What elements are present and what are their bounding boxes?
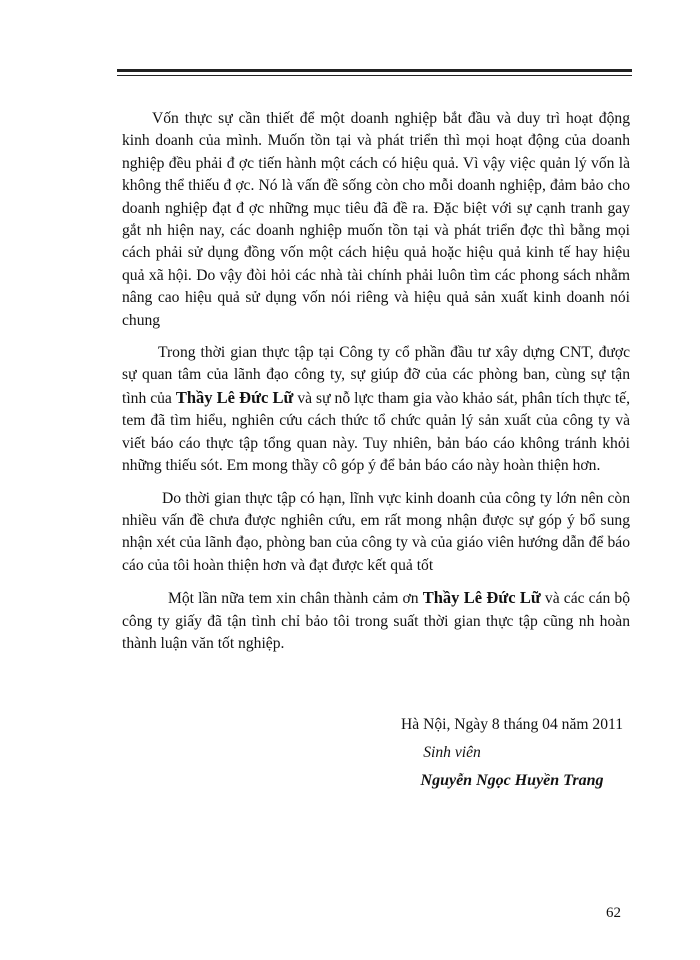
teacher-name: Thầy Lê Đức Lữ [422, 588, 541, 608]
paragraph-text: Một lần nữa tem xin chân thành cảm ơn [168, 590, 423, 608]
paragraph-text: Vốn thực sự cần thiết để một doanh nghiệp bắt đầu và duy trì hoạt động kinh doanh của mình. Muốn tồn tại và phát triển thì mọi hoạt động của doanh nghiệp đều phải đ ợc tiến hành một cách có hiệu quả. Vì vậy việc quản lý vốn là không thể thiếu đ ợc. Nó là vấn đề sống còn cho mỗi doanh nghiệp, đảm bảo cho doanh nghiệp đạt đ ợc những mục tiêu đã đề ra. Đặc biệt với sự cạnh tranh gay gắt nh hiện nay, các doanh nghiệp muốn tồn tại và phát triển đợc thì bằng mọi cách phải sử dụng đồng vốn một cách hiệu quả hoặc hiệu quả kinh tế hay hiệu quả xã hội. Do vậy đòi hỏi các nhà tài chính phải luôn tìm các phong sách nhằm nâng cao hiệu quả sử dụng vốn nói riêng và hiệu quả sản xuất kinh doanh nói chung [122, 110, 630, 329]
paragraph-1 [122, 108, 630, 332]
signature-date: Hà Nội, Ngày 8 tháng 04 năm 2011 [400, 716, 624, 733]
signature-name: Nguyễn Ngọc Huyền Trang [420, 772, 604, 789]
page-number: 62 [606, 905, 621, 921]
paragraph-2 [122, 342, 630, 477]
paragraph-text: Trong thời gian thực tập tại Công ty cổ phần đầu tư xây dựng CNT, được sự quan tâm của lãnh đạo công ty, sự giúp đỡ của các phòng ban, cùng sự tận tình của [122, 344, 630, 407]
document-body [122, 108, 630, 665]
paragraph-text: và sự nỗ lực tham gia vào khảo sát, phân tích thực tế, tem đã tìm hiểu, nghiên cứu cách thức tổ chức quản lý sản xuất của công ty và viết báo cáo thực tập tổng quan này. Tuy nhiên, bản báo cáo không tránh khỏi những thiếu sót. Em mong thầy cô góp ý để bản báo cáo này hoàn thiện hơn. [122, 389, 630, 475]
paragraph-text: và các cán bộ công ty giấy đã tận tình chỉ bảo tôi trong suất thời gian thực tập cũng nh hoàn thành luận văn tốt nghiệp. [122, 590, 631, 652]
header-rule-thin [117, 75, 632, 76]
signature-role: Sinh viên [423, 744, 481, 761]
paragraph-3 [122, 488, 630, 578]
paragraph-text: Do thời gian thực tập có hạn, lĩnh vực kinh doanh của công ty lớn nên còn nhiều vấn đề chưa được nghiên cứu, em rất mong nhận được sự góp ý bổ sung nhận xét của lãnh đạo, phòng ban của công ty và của giáo viên hướng dẫn để báo cáo của tôi hoàn thiện hơn và đạt được kết quả tốt [122, 489, 630, 574]
header-rule-thick [117, 69, 632, 72]
teacher-name: Thầy Lê Đức Lữ [175, 387, 294, 407]
paragraph-4 [122, 587, 630, 655]
